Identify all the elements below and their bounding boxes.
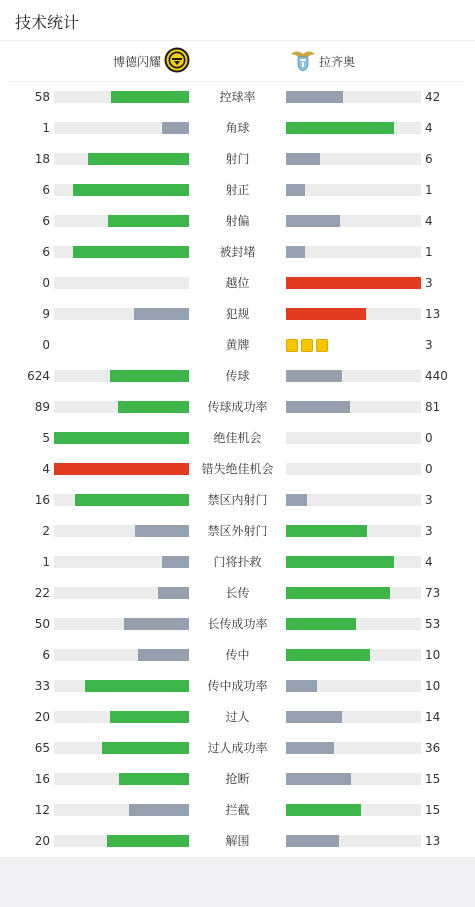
stats-list (0, 82, 475, 857)
home-bar-track (54, 463, 189, 475)
home-bar-fill (85, 680, 189, 692)
home-value: 6 (42, 648, 50, 662)
away-bar-fill (286, 773, 351, 785)
away-value: 0 (425, 431, 433, 445)
home-value: 16 (34, 772, 50, 786)
away-value: 440 (425, 369, 448, 383)
home-value: 6 (42, 245, 50, 259)
home-bar-fill (138, 649, 189, 661)
away-bar-fill (286, 91, 343, 103)
away-bar-track (286, 91, 421, 103)
away-value: 53 (425, 617, 441, 631)
home-bar-fill (73, 246, 189, 258)
home-bar-fill (124, 618, 189, 630)
away-team-name: 拉齐奥 (319, 54, 356, 69)
stat-row (0, 702, 475, 733)
home-value: 16 (34, 493, 50, 507)
home-bar-fill (129, 804, 189, 816)
away-bar-track (286, 742, 421, 754)
home-value: 18 (34, 152, 50, 166)
away-bar-track (286, 773, 421, 785)
home-value: 22 (34, 586, 50, 600)
stat-row (0, 144, 475, 175)
divider (0, 40, 475, 41)
home-bar-track (54, 370, 189, 382)
away-value: 10 (425, 648, 441, 662)
home-team-logo-icon (164, 47, 190, 76)
home-bar-fill (110, 370, 189, 382)
away-bar-fill (286, 153, 320, 165)
away-value: 13 (425, 307, 441, 321)
away-value: 81 (425, 400, 441, 414)
away-bar-track (286, 618, 421, 630)
away-bar-fill (286, 494, 307, 506)
home-bar-fill (54, 463, 189, 475)
away-value: 4 (425, 214, 433, 228)
away-bar-fill (286, 618, 356, 630)
stat-label: 门将扑救 (213, 555, 262, 569)
away-bar-track (286, 494, 421, 506)
stat-row (0, 206, 475, 237)
stat-label: 禁区内射门 (207, 493, 268, 507)
page-title: 技术统计 (15, 13, 80, 32)
home-value: 624 (27, 369, 50, 383)
stat-row (0, 826, 475, 857)
home-value: 6 (42, 183, 50, 197)
stat-label: 传球 (225, 369, 250, 383)
away-bar-fill (286, 184, 305, 196)
away-bar-track (286, 246, 421, 258)
home-value: 6 (42, 214, 50, 228)
stat-row (0, 640, 475, 671)
stat-row (0, 82, 475, 113)
stat-row (0, 454, 475, 485)
home-bar-fill (107, 835, 189, 847)
stat-label: 被封堵 (219, 245, 256, 259)
home-value: 4 (42, 462, 50, 476)
home-bar-track (54, 246, 189, 258)
stat-label: 黄牌 (225, 338, 250, 352)
home-bar-fill (108, 215, 189, 227)
away-value: 1 (425, 245, 433, 259)
home-bar-fill (162, 556, 189, 568)
home-bar-track (54, 432, 189, 444)
away-bar-track (286, 649, 421, 661)
away-value: 10 (425, 679, 441, 693)
away-bar-track (286, 680, 421, 692)
away-bar-track (286, 525, 421, 537)
away-team-logo-icon (290, 48, 316, 75)
stat-row (0, 392, 475, 423)
home-bar-track (54, 401, 189, 413)
away-bar-fill (286, 525, 367, 537)
yellow-card-icon (316, 339, 328, 352)
away-bar-fill (286, 587, 390, 599)
home-value: 89 (34, 400, 50, 414)
away-bar-fill (286, 649, 370, 661)
home-bar-fill (162, 122, 189, 134)
home-value: 0 (42, 276, 50, 290)
home-bar-track (54, 587, 189, 599)
away-value: 4 (425, 121, 433, 135)
stat-label: 过人成功率 (207, 741, 268, 755)
stat-label: 传中成功率 (207, 679, 268, 693)
home-value: 5 (42, 431, 50, 445)
away-value: 73 (425, 586, 441, 600)
away-bar-track (286, 401, 421, 413)
home-value: 2 (42, 524, 50, 538)
home-bar-fill (118, 401, 189, 413)
away-value: 14 (425, 710, 441, 724)
home-bar-track (54, 742, 189, 754)
stat-row (0, 361, 475, 392)
stat-row (0, 485, 475, 516)
stat-row (0, 764, 475, 795)
home-bar-track (54, 494, 189, 506)
stat-label: 射正 (225, 183, 250, 197)
stat-label: 长传成功率 (207, 617, 268, 631)
stat-label: 绝佳机会 (213, 431, 262, 445)
home-bar-track (54, 308, 189, 320)
stat-label: 越位 (225, 276, 250, 290)
away-value: 3 (425, 338, 433, 352)
home-bar-track (54, 277, 189, 289)
home-value: 1 (42, 121, 50, 135)
home-bar-track (54, 773, 189, 785)
away-value: 0 (425, 462, 433, 476)
home-value: 20 (34, 710, 50, 724)
home-bar-track (54, 649, 189, 661)
home-bar-fill (134, 308, 189, 320)
home-bar-fill (102, 742, 189, 754)
away-value: 3 (425, 524, 433, 538)
away-value: 15 (425, 803, 441, 817)
home-bar-track (54, 711, 189, 723)
home-bar-track (54, 91, 189, 103)
home-bar-fill (135, 525, 189, 537)
away-bar-fill (286, 215, 340, 227)
away-value: 13 (425, 834, 441, 848)
away-bar-track (286, 277, 421, 289)
stat-row (0, 671, 475, 702)
home-value: 9 (42, 307, 50, 321)
home-value: 12 (34, 803, 50, 817)
home-bar-track (54, 184, 189, 196)
stat-label: 射偏 (225, 214, 250, 228)
away-bar-fill (286, 370, 342, 382)
stat-row (0, 113, 475, 144)
away-bar-track (286, 370, 421, 382)
stat-label: 角球 (225, 121, 250, 135)
away-bar-track (286, 122, 421, 134)
stat-label: 过人 (225, 710, 250, 724)
home-team-name: 博德闪耀 (112, 54, 161, 69)
away-bar-fill (286, 742, 334, 754)
home-team (113, 49, 190, 73)
away-bar-track (286, 804, 421, 816)
away-bar-track (286, 556, 421, 568)
stat-row (0, 330, 475, 361)
home-bar-fill (54, 432, 189, 444)
home-bar-fill (75, 494, 189, 506)
away-bar-track (286, 432, 421, 444)
away-bar-track (286, 215, 421, 227)
stat-label: 控球率 (219, 90, 256, 104)
yellow-card-icon (301, 339, 313, 352)
away-bar-fill (286, 711, 342, 723)
away-bar-fill (286, 804, 361, 816)
away-bar-fill (286, 556, 394, 568)
home-bar-track (54, 525, 189, 537)
stat-label: 禁区外射门 (207, 524, 268, 538)
away-yellow-cards (286, 339, 328, 352)
away-bar-track (286, 711, 421, 723)
stat-row (0, 299, 475, 330)
home-bar-fill (110, 711, 189, 723)
stat-label: 犯规 (225, 307, 250, 321)
home-value: 33 (34, 679, 50, 693)
stat-row (0, 237, 475, 268)
home-bar-fill (119, 773, 189, 785)
home-bar-track (54, 122, 189, 134)
stat-label: 拦截 (225, 803, 250, 817)
home-bar-track (54, 153, 189, 165)
stat-label: 错失绝佳机会 (201, 462, 274, 476)
home-bar-fill (111, 91, 189, 103)
away-value: 36 (425, 741, 441, 755)
stat-label: 射门 (225, 152, 250, 166)
stat-label: 传中 (225, 648, 250, 662)
yellow-card-icon (286, 339, 298, 352)
away-value: 6 (425, 152, 433, 166)
stat-row (0, 547, 475, 578)
home-value: 20 (34, 834, 50, 848)
home-value: 1 (42, 555, 50, 569)
stat-label: 解围 (225, 834, 250, 848)
stat-label: 抢断 (225, 772, 250, 786)
home-bar-track (54, 618, 189, 630)
home-value: 65 (34, 741, 50, 755)
away-bar-track (286, 463, 421, 475)
away-value: 1 (425, 183, 433, 197)
away-bar-track (286, 835, 421, 847)
home-bar-track (54, 835, 189, 847)
away-value: 15 (425, 772, 441, 786)
stat-label: 长传 (225, 586, 250, 600)
stat-label: 传球成功率 (207, 400, 268, 414)
away-value: 3 (425, 276, 433, 290)
away-team (290, 49, 355, 73)
home-value: 58 (34, 90, 50, 104)
home-bar-track (54, 215, 189, 227)
stat-row (0, 578, 475, 609)
away-bar-fill (286, 680, 317, 692)
home-bar-track (54, 556, 189, 568)
away-value: 42 (425, 90, 441, 104)
stat-row (0, 733, 475, 764)
stat-row (0, 795, 475, 826)
away-bar-fill (286, 246, 305, 258)
stat-row (0, 175, 475, 206)
away-bar-track (286, 184, 421, 196)
stat-row (0, 268, 475, 299)
away-bar-fill (286, 401, 350, 413)
stat-row (0, 423, 475, 454)
away-bar-fill (286, 835, 339, 847)
away-bar-track (286, 153, 421, 165)
stat-row (0, 516, 475, 547)
home-value: 0 (42, 338, 50, 352)
away-bar-fill (286, 308, 366, 320)
away-value: 4 (425, 555, 433, 569)
away-bar-track (286, 587, 421, 599)
stat-row (0, 609, 475, 640)
away-bar-fill (286, 277, 421, 289)
home-value: 50 (34, 617, 50, 631)
home-bar-fill (73, 184, 189, 196)
home-bar-fill (158, 587, 189, 599)
home-bar-fill (88, 153, 189, 165)
home-bar-track (54, 804, 189, 816)
home-bar-track (54, 680, 189, 692)
away-bar-track (286, 308, 421, 320)
away-bar-fill (286, 122, 394, 134)
away-value: 3 (425, 493, 433, 507)
